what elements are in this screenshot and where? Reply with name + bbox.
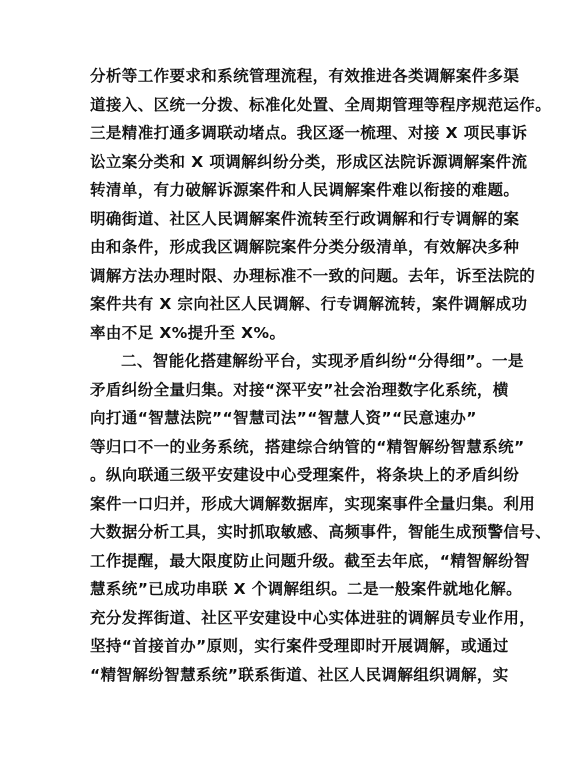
text-line: 坚持“首接首办”原则，实行案件受理即时开展调解，或通过	[90, 637, 509, 655]
text-line: 工作提醒，最大限度防止问题升级。截至去年底，“精智解纷智	[90, 551, 530, 570]
text-line: 由和条件，形成我区调解院案件分类分级清单，有效解决多种	[90, 238, 520, 256]
text-line: 分析等工作要求和系统管理流程，有效推进各类调解案件多渠	[90, 67, 520, 85]
text-line: 等归口不一的业务系统，搭建综合纳管的“精智解纷智慧系统”	[90, 437, 525, 456]
text-line: 充分发挥街道、社区平安建设中心实体进驻的调解员专业作用，	[90, 608, 536, 627]
text-line: 转清单，有力破解诉源案件和人民调解案件难以衔接的难题。	[90, 181, 520, 199]
section-heading-line: 二、智能化搭建解纷平台，实现矛盾纠纷“分得细”。一是	[121, 352, 524, 370]
document-body	[90, 62, 552, 689]
text-line: 三是精准打通多调联动堵点。我区逐一梳理、对接 X 项民事诉	[90, 124, 528, 142]
text-line: 。纵向联通三级平安建设中心受理案件，将条块上的矛盾纠纷	[90, 466, 520, 484]
text-line: 矛盾纠纷全量归集。对接“深平安”社会治理数字化系统，横	[90, 380, 509, 399]
text-line: 向打通“智慧法院”“智慧司法”“智慧人资”“民意速办”	[90, 409, 477, 427]
text-line: 调解方法办理时限、办理标准不一致的问题。去年，诉至法院的	[90, 266, 536, 285]
text-line: “精智解纷智慧系统”联系街道、社区人民调解组织调解，实	[90, 665, 509, 684]
text-line: 道接入、区统一分拨、标准化处置、全周期管理等程序规范运作。	[90, 95, 552, 114]
text-line: 案件一口归并，形成大调解数据库，实现案事件全量归集。利用	[90, 494, 536, 513]
text-line: 讼立案分类和 X 项调解纠纷分类，形成区法院诉源调解案件流	[90, 152, 528, 171]
text-line: 明确街道、社区人民调解案件流转至行政调解和行专调解的案	[90, 209, 520, 228]
text-line: 大数据分析工具，实时抓取敏感、高频事件，智能生成预警信号、	[90, 523, 552, 541]
text-line: 慧系统”已成功串联 X 个调解组织。二是一般案件就地化解。	[90, 580, 523, 598]
text-line: 率由不足 X%提升至 X%。	[90, 323, 286, 342]
text-line: 案件共有 X 宗向社区人民调解、行专调解流转，案件调解成功	[90, 295, 528, 313]
